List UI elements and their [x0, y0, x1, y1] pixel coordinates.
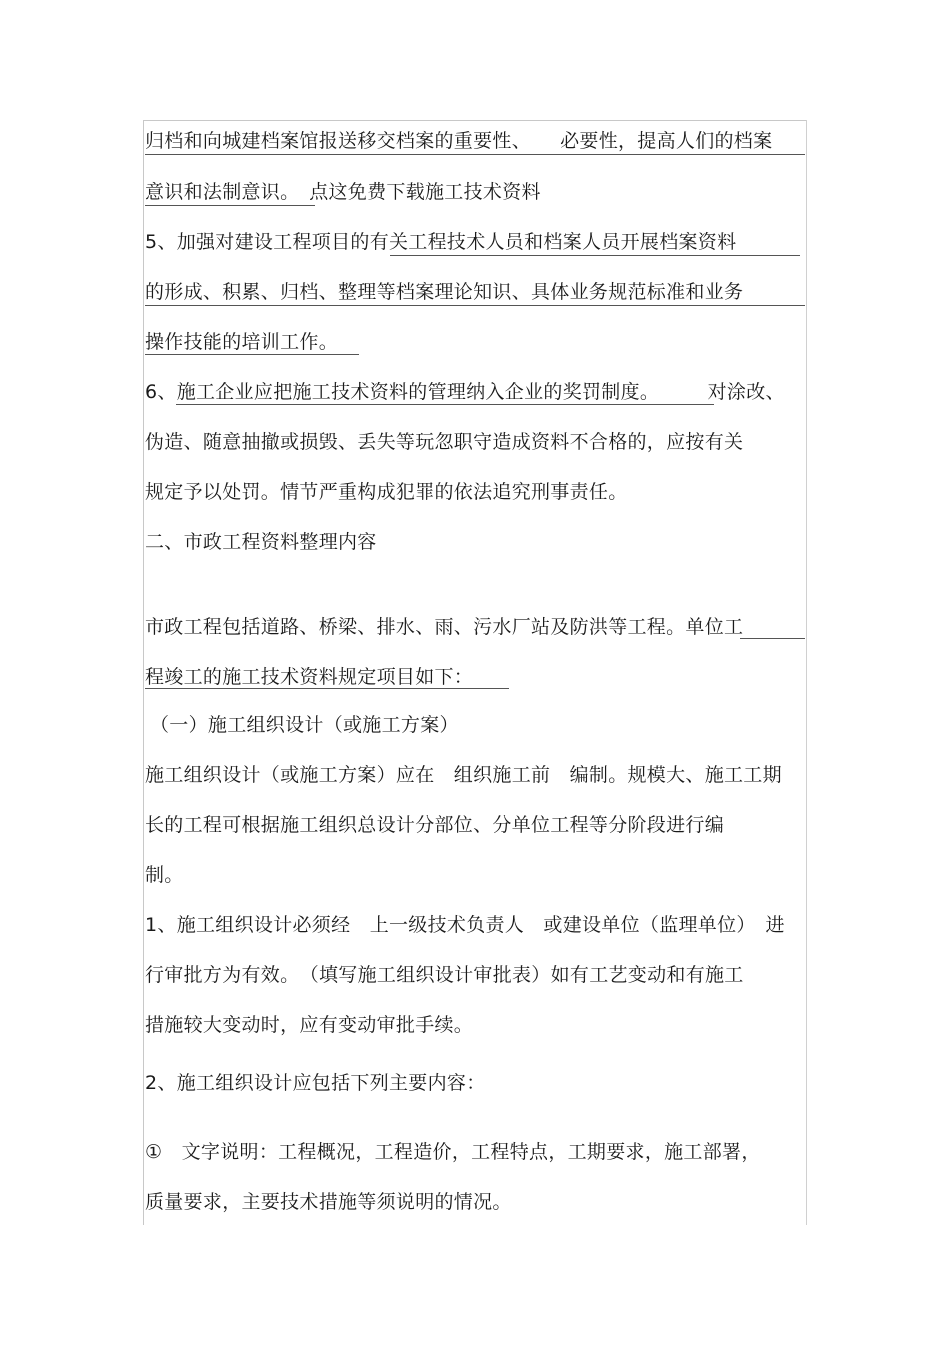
paragraph-line: 伪造、随意抽撤或损毁、丢失等玩忽职守造成资料不合格的，应按有关 — [145, 431, 744, 453]
paragraph-line: 长的工程可根据施工组织总设计分部位、分单位工程等分阶段进行编 — [145, 814, 725, 836]
paragraph-line: 行审批方为有效。 （填写施工组织设计审批表）如有工艺变动和有施工 — [145, 964, 744, 986]
page-frame-right-border — [806, 120, 807, 1225]
paragraph-line: 规定予以处罚。情节严重构成犯罪的依法追究刑事责任。 — [145, 481, 628, 503]
paragraph-line: 制。 — [145, 864, 184, 886]
paragraph-line: 意识和法制意识。 点这免费下载施工技术资料 — [145, 181, 541, 203]
paragraph-line: 1、施工组织设计必须经 上一级技术负责人 或建设单位（监理单位） 进 — [145, 914, 785, 936]
paragraph-line: 市政工程包括道路、桥梁、排水、雨、污水厂站及防洪等工程。单位工 — [145, 616, 744, 638]
line-underline — [145, 688, 509, 689]
paragraph-line: 归档和向城建档案馆报送移交档案的重要性、 必要性，提高人们的档案 — [145, 130, 773, 152]
paragraph-line: 2、施工组织设计应包括下列主要内容： — [145, 1072, 486, 1094]
subsection-heading: （一）施工组织设计（或施工方案） — [150, 714, 459, 736]
paragraph-line: 程竣工的施工技术资料规定项目如下： — [145, 666, 474, 688]
line-underline — [740, 638, 805, 639]
line-underline — [176, 404, 714, 405]
paragraph-line: 5、加强对建设工程项目的有关工程技术人员和档案人员开展档案资料 — [145, 231, 737, 253]
paragraph-line: 措施较大变动时，应有变动审批手续。 — [145, 1014, 474, 1036]
page-frame-top-border — [143, 120, 806, 121]
paragraph-line: 6、施工企业应把施工技术资料的管理纳入企业的奖罚制度。 对涂改、 — [145, 381, 785, 403]
line-underline — [145, 205, 315, 206]
line-underline — [145, 354, 359, 355]
paragraph-line: 质量要求，主要技术措施等须说明的情况。 — [145, 1191, 512, 1213]
line-underline — [145, 305, 805, 306]
paragraph-line: 施工组织设计（或施工方案）应在 组织施工前 编制。规模大、施工工期 — [145, 764, 782, 786]
paragraph-line: 的形成、积累、归档、整理等档案理论知识、具体业务规范标准和业务 — [145, 281, 744, 303]
line-underline — [390, 255, 800, 256]
section-heading: 二、市政工程资料整理内容 — [145, 531, 377, 553]
paragraph-line: 操作技能的培训工作。 — [145, 331, 339, 353]
page-frame-left-border — [143, 120, 144, 1225]
list-item-line: ① 文字说明：工程概况，工程造价，工程特点，工期要求，施工部署， — [145, 1141, 761, 1163]
line-underline — [145, 154, 805, 155]
